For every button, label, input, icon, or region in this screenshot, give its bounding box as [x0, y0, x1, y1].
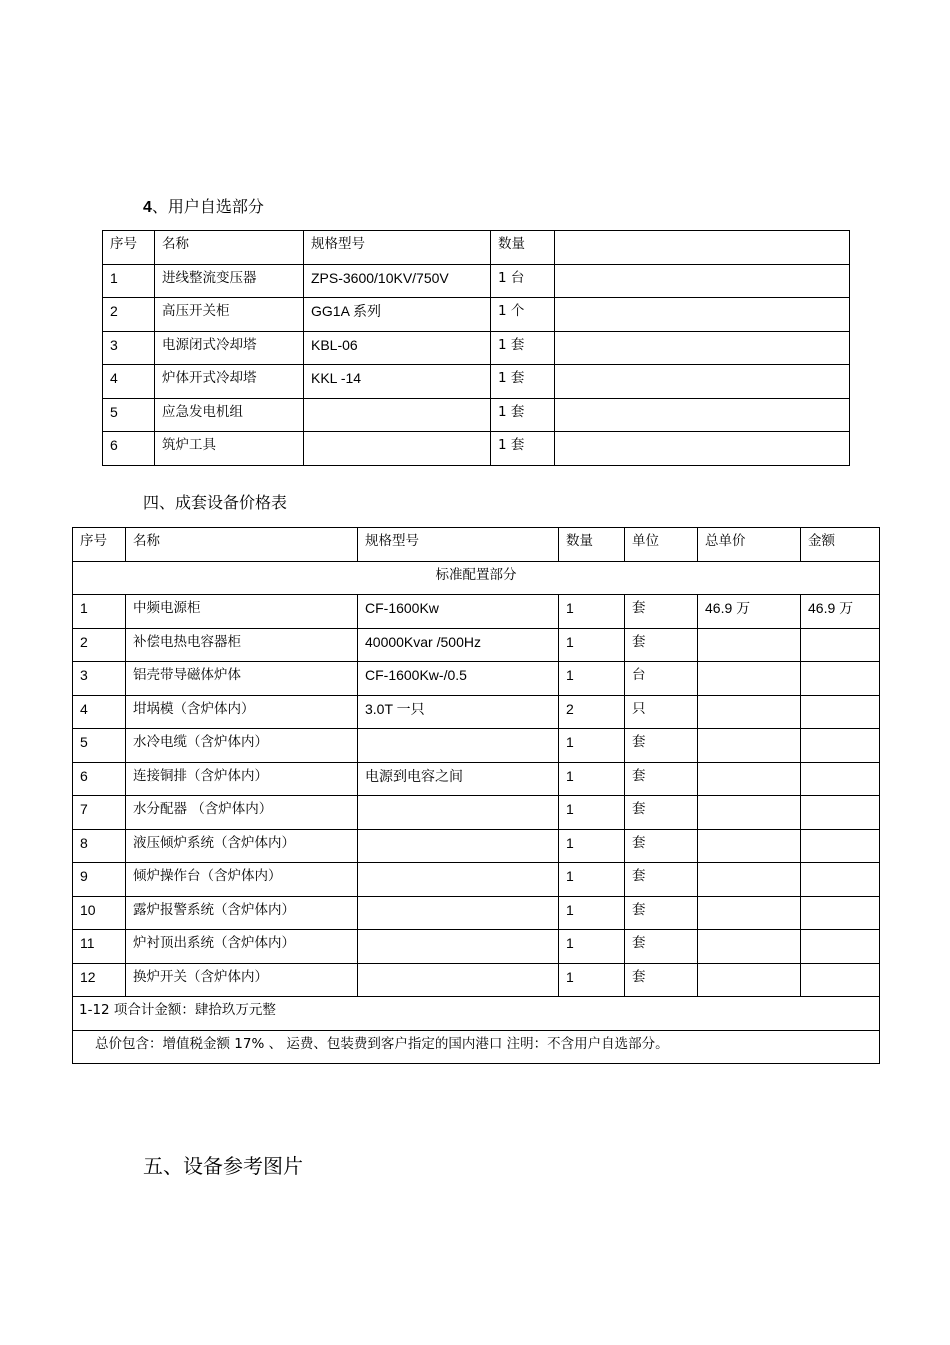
table-cell: 1 [103, 264, 155, 298]
table-cell: 水冷电缆（含炉体内） [126, 729, 358, 763]
reference-images-heading: 五、设备参考图片 [143, 1154, 303, 1178]
table-cell [358, 963, 559, 997]
table-row [73, 662, 880, 696]
table-cell: 4 [103, 365, 155, 399]
section-label-cell: 标准配置部分 [73, 561, 880, 595]
table-row [73, 829, 880, 863]
table-cell: 炉衬顶出系统（含炉体内） [126, 930, 358, 964]
table-row [103, 331, 850, 365]
table-cell: GG1A 系列 [304, 298, 491, 332]
table-cell [304, 398, 491, 432]
table-cell [698, 796, 801, 830]
table-cell [698, 729, 801, 763]
table-cell [358, 863, 559, 897]
table-cell: 2 [103, 298, 155, 332]
price-table [72, 527, 880, 1064]
optional-equipment-table [102, 230, 850, 466]
table-header-row [103, 231, 850, 265]
table-cell: 套 [625, 863, 698, 897]
table-cell: 电源到电容之间 [358, 762, 559, 796]
table-cell: KKL -14 [304, 365, 491, 399]
table-row [73, 796, 880, 830]
table-cell [801, 762, 880, 796]
table-cell [555, 331, 850, 365]
table-cell: 5 [103, 398, 155, 432]
table-cell: 铝壳带导磁体炉体 [126, 662, 358, 696]
table-cell: 12 [73, 963, 126, 997]
column-header: 规格型号 [304, 231, 491, 265]
table-cell [801, 829, 880, 863]
table-cell: ZPS-3600/10KV/750V [304, 264, 491, 298]
column-header: 序号 [73, 528, 126, 562]
table-cell: 换炉开关（含炉体内） [126, 963, 358, 997]
table-cell [698, 963, 801, 997]
table-cell: 1 [559, 662, 625, 696]
column-header: 总单价 [698, 528, 801, 562]
note-row [73, 1030, 880, 1064]
table-cell: 2 [559, 695, 625, 729]
table-cell: 7 [73, 796, 126, 830]
table-row [73, 896, 880, 930]
table-cell: 10 [73, 896, 126, 930]
table-cell: 套 [625, 628, 698, 662]
section-4-heading [143, 194, 264, 217]
table-cell: 1 套 [491, 398, 555, 432]
column-header: 名称 [126, 528, 358, 562]
table-row [73, 963, 880, 997]
column-header: 数量 [559, 528, 625, 562]
table-row [103, 365, 850, 399]
table-cell [801, 930, 880, 964]
table-cell [698, 896, 801, 930]
table-cell: 1 [73, 595, 126, 629]
table-cell: 套 [625, 796, 698, 830]
table-cell: 5 [73, 729, 126, 763]
table-cell: 1 套 [491, 365, 555, 399]
column-header [555, 231, 850, 265]
price-table-heading: 四、成套设备价格表 [143, 493, 288, 512]
table-cell: 液压倾炉系统（含炉体内） [126, 829, 358, 863]
table-cell: 台 [625, 662, 698, 696]
table-cell [555, 264, 850, 298]
table-cell: 1 [559, 930, 625, 964]
table-cell: 8 [73, 829, 126, 863]
table-cell: 连接铜排（含炉体内） [126, 762, 358, 796]
total-amount-cell: 1-12 项合计金额：肆拾玖万元整 [73, 997, 880, 1031]
column-header: 规格型号 [358, 528, 559, 562]
table-cell [698, 662, 801, 696]
table-cell [358, 796, 559, 830]
table-row [73, 863, 880, 897]
table-cell: 1 [559, 796, 625, 830]
table-cell: 6 [103, 432, 155, 466]
column-header: 金额 [801, 528, 880, 562]
table-cell [555, 432, 850, 466]
table-cell: 11 [73, 930, 126, 964]
table-cell [801, 896, 880, 930]
table-cell: 9 [73, 863, 126, 897]
table-cell: 46.9 万 [698, 595, 801, 629]
section-number: 4 [143, 199, 152, 216]
table-cell: 炉体开式冷却塔 [155, 365, 304, 399]
section-label-row [73, 561, 880, 595]
table-cell [555, 365, 850, 399]
table-cell: 1 [559, 863, 625, 897]
price-note-cell: 总价包含：增值税金额 17% 、 运费、包装费到客户指定的国内港口 注明：不含用户自选部分。 [73, 1030, 880, 1064]
table-cell [358, 930, 559, 964]
table-cell: 高压开关柜 [155, 298, 304, 332]
table-cell: 1 [559, 829, 625, 863]
table-cell: 1 [559, 762, 625, 796]
table-cell: 补偿电热电容器柜 [126, 628, 358, 662]
table-cell: 1 套 [491, 432, 555, 466]
table-cell: 3.0T 一只 [358, 695, 559, 729]
table-cell: CF-1600Kw [358, 595, 559, 629]
table-cell [698, 695, 801, 729]
table-cell [698, 863, 801, 897]
table-cell: 只 [625, 695, 698, 729]
table-cell: 套 [625, 896, 698, 930]
table-cell [801, 796, 880, 830]
table-row [73, 695, 880, 729]
table-row [73, 628, 880, 662]
table-cell: 6 [73, 762, 126, 796]
total-row [73, 997, 880, 1031]
column-header: 数量 [491, 231, 555, 265]
table-cell: 1 [559, 595, 625, 629]
column-header: 单位 [625, 528, 698, 562]
table-cell: 坩埚模（含炉体内） [126, 695, 358, 729]
table-cell: 倾炉操作台（含炉体内） [126, 863, 358, 897]
table-cell [801, 695, 880, 729]
table-row [73, 595, 880, 629]
table-cell: 1 [559, 628, 625, 662]
table-row [103, 398, 850, 432]
table-cell [555, 398, 850, 432]
table-cell: 进线整流变压器 [155, 264, 304, 298]
table-cell: 1 台 [491, 264, 555, 298]
table-row [103, 264, 850, 298]
table-cell: 电源闭式冷却塔 [155, 331, 304, 365]
table-cell [698, 628, 801, 662]
table-cell [801, 963, 880, 997]
table-cell: 1 套 [491, 331, 555, 365]
table-cell [801, 729, 880, 763]
table-cell [358, 729, 559, 763]
table-cell: 4 [73, 695, 126, 729]
table-cell: 46.9 万 [801, 595, 880, 629]
table-cell: 套 [625, 930, 698, 964]
column-header: 名称 [155, 231, 304, 265]
table-cell: 3 [103, 331, 155, 365]
table-cell [358, 829, 559, 863]
table-cell: 2 [73, 628, 126, 662]
table-cell [358, 896, 559, 930]
table-cell: 1 个 [491, 298, 555, 332]
table-cell [698, 829, 801, 863]
table-cell: 套 [625, 595, 698, 629]
table-row [73, 762, 880, 796]
table-cell: 1 [559, 963, 625, 997]
table-row [103, 298, 850, 332]
table-cell: 套 [625, 829, 698, 863]
table-cell: 40000Kvar /500Hz [358, 628, 559, 662]
table-cell: 露炉报警系统（含炉体内） [126, 896, 358, 930]
table-cell: 套 [625, 963, 698, 997]
table-cell: 3 [73, 662, 126, 696]
table-row [73, 729, 880, 763]
section-title: 、用户自选部分 [151, 197, 264, 216]
table-cell: 套 [625, 729, 698, 763]
table-cell: 1 [559, 729, 625, 763]
table-cell [698, 762, 801, 796]
table-cell: CF-1600Kw-/0.5 [358, 662, 559, 696]
table-cell [555, 298, 850, 332]
table-cell [801, 628, 880, 662]
table-cell: 应急发电机组 [155, 398, 304, 432]
table-cell: 套 [625, 762, 698, 796]
table-cell: 1 [559, 896, 625, 930]
table-cell [801, 662, 880, 696]
table-cell: 筑炉工具 [155, 432, 304, 466]
column-header: 序号 [103, 231, 155, 265]
table-cell [698, 930, 801, 964]
table-cell: 水分配器 （含炉体内） [126, 796, 358, 830]
table-cell: KBL-06 [304, 331, 491, 365]
table-row [73, 930, 880, 964]
table-header-row [73, 528, 880, 562]
table-cell: 中频电源柜 [126, 595, 358, 629]
table-row [103, 432, 850, 466]
table-cell [304, 432, 491, 466]
table-cell [801, 863, 880, 897]
